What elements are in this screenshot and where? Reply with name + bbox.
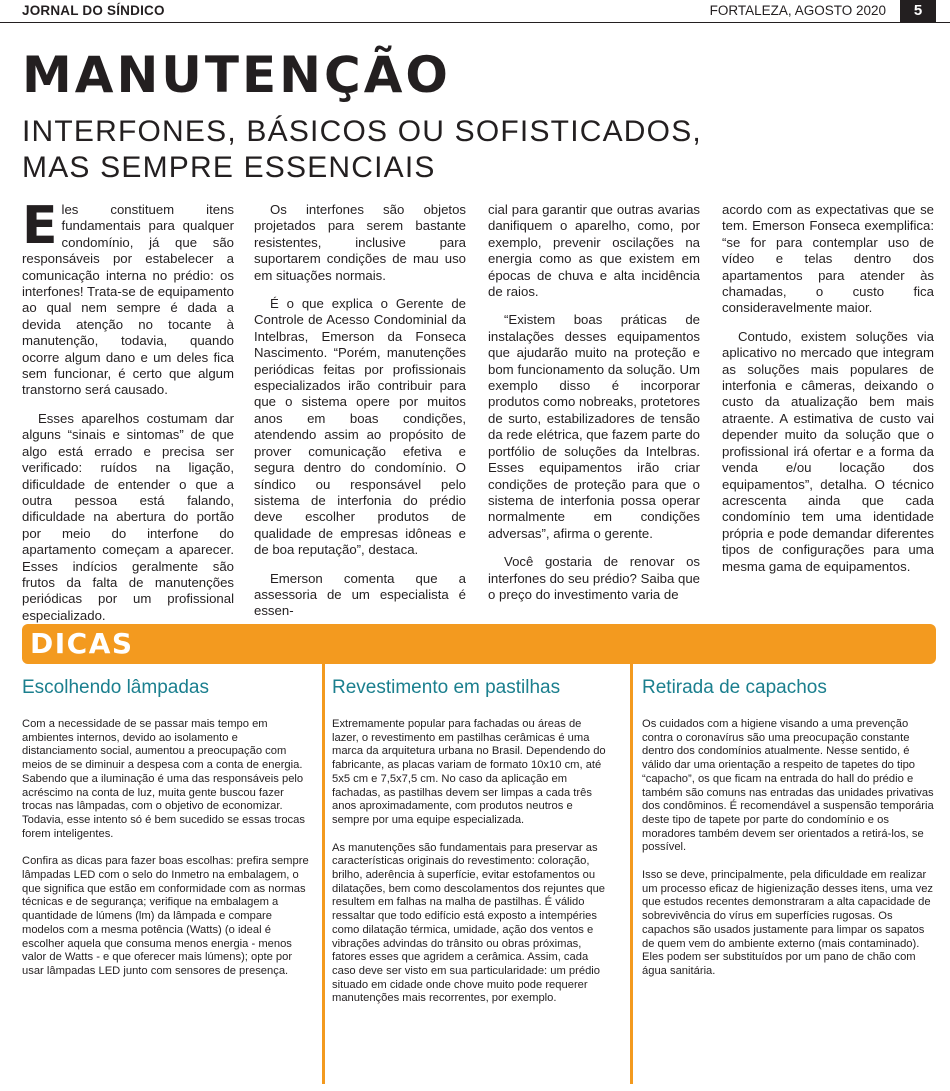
page-header xyxy=(0,0,950,23)
article-paragraph: Eles constituem itens fundamentais para qualquer condomínio, já que são responsáveis por estabelecer a comunicação interna no prédio: os interfones! Trata-se de equipamento ao qual nem sempre é dada a devida atenção no tocante à manutenção, todavia, quando ocorre algum dano e um deles fica sem funcionar, é certo que algum transtorno será causado. xyxy=(22,196,234,398)
article-paragraph: “Existem boas práticas de instalações desses equipamentos que ajudarão muito na proteção e bom funcionamento da solução. Um exemplo disso é incorporar produtos como nobreaks, protetores de surto, estabilizadores de tensão da rede elétrica, que fazem parte do portfólio de soluções da Intelbras. Esses equipamentos irão criar condições de proteção para que o sistema de interfonia possa operar normalmente em condições adversas”, afirma o gerente. xyxy=(488,312,700,541)
article-column-2 xyxy=(254,202,466,632)
column-divider xyxy=(630,664,633,1084)
tip-paragraph: As manutenções são fundamentais para preservar as características originais do revestimento: coloração, brilho, aderência à superfície, evitar estofamentos ou dilatações, bem como descolamentos dos rejuntes que resultem em falhas na malha de pastilhas. É válido ressaltar que todo edifício está exposto a intempéries como dilatação térmica, umidade, ação dos ventos e vibrações advindas do trânsito ou obras próximas, fatores esses que agridem a cerâmica. Assim, cada caso deve ser visto em sua particularidade: um prédio situado em cidade onde chove muito pode requerer manutenções mais recorrentes, por exemplo. xyxy=(332,841,606,1005)
column-divider xyxy=(322,664,325,1084)
article-headline xyxy=(22,114,702,186)
newspaper-name: JORNAL DO SÍNDICO xyxy=(22,3,165,18)
headline-line-1: INTERFONES, BÁSICOS OU SOFISTICADOS, xyxy=(22,115,702,148)
place-date: FORTALEZA, AGOSTO 2020 xyxy=(709,3,886,18)
tip-paragraph: Com a necessidade de se passar mais tempo em ambientes internos, devido ao isolamento e distanciamento social, aumentou a preocupação com meios de se diminuir a despesa com a conta de energia. Sabendo que a iluminação é uma das responsáveis pelo acréscimo na conta de luz, muita gente buscou fazer trocas nas lâmpadas, com o objetivo de economizar. Todavia, esse intento só é bem sucedido se essas trocas forem inteligentes. xyxy=(22,718,305,840)
tip-paragraph: Isso se deve, principalmente, pela dificuldade em realizar um processo eficaz de higienização desses itens, uma vez que estudos recentes demonstraram a alta capacidade de sobrevivência do vírus em superfícies rugosas. Os capachos são usados justamente para limpar os sapatos de quem vem do ambiente externo (mais contaminado). Eles podem ser substituídos por um pano de chão com água sanitária. xyxy=(642,869,934,977)
tip-paragraph: Confira as dicas para fazer boas escolhas: prefira sempre lâmpadas LED com o selo do Inmetro na embalagem, o que significa que estão em conformidade com as normas técnicas e de segurança; verifique na embalagem a quantidade de lúmens (lm) da lâmpada e compare modelos com a mesma potência (Watts) (o ideal é escolher aquela que consuma menos energia - menos valor de Watts - e que oferecer mais lúmens); opte por usar lâmpadas LED junto com sensores de presença. xyxy=(22,855,309,977)
article-column-4 xyxy=(722,202,934,587)
tip-paragraph: Extremamente popular para fachadas ou áreas de lazer, o revestimento em pastilhas cerâmicas é uma marca da arquitetura urbana no Brasil. Dependendo do fabricante, as placas variam de formato 10x10 cm, até 5x5 cm e 7,5x7,5 cm. No caso da aplicação em fachadas, as pastilhas devem ser limpas a cada três anos aproximadamente, com produtos neutros e sempre por uma equipe especializada. xyxy=(332,718,606,826)
article-paragraph: cial para garantir que outras avarias danifiquem o aparelho, como, por exemplo, prevenir oscilações na energia como as que existem em épocas de chuva e alta incidência de raios. xyxy=(488,202,700,300)
drop-cap: E xyxy=(22,196,58,256)
tip-title: Retirada de capachos xyxy=(642,677,827,698)
article-paragraph: Contudo, existem soluções via aplicativo no mercado que integram as soluções mais populares de interfonia e câmeras, deixando o custo da atualização bem mais atraente. A estimativa de custo vai depender muito da solução que o profissional irá ofertar e a forma da venda e/ou locação dos equipamentos”, detalha. O técnico acrescenta ainda que cada condomínio tem uma identidade própria e pode demandar diferentes tipos de configurações para uma mesma gama de equipamentos. xyxy=(722,328,934,574)
tip-title: Revestimento em pastilhas xyxy=(332,677,561,698)
page-number: 5 xyxy=(900,0,936,22)
article-column-1 xyxy=(22,196,234,636)
article-paragraph: acordo com as expectativas que se tem. Emerson Fonseca exemplifica: “se for para contemplar uso de vídeo e telas dentro dos apartamentos para atender às chamadas, o custo fica consideravelmente maior. xyxy=(722,202,934,316)
tip-lampadas xyxy=(22,676,314,993)
dicas-label: DICAS xyxy=(30,627,134,660)
article-paragraph: Esses aparelhos costumam dar alguns “sinais e sintomas” de que algo está errado e precisa ser verificado: ruídos na ligação, dificuldade de entender o que a outra pessoa está falando, dificuldade na abertura do portão por meio do interfone do apartamento começam a aparecer. Esses indícios geralmente são frutos da falta de manutenções periódicas por um profissional especializado. xyxy=(22,410,234,623)
article-paragraph: Os interfones são objetos projetados para serem bastante resistentes, inclusive para suportarem condições de mau uso em situações normais. xyxy=(254,202,466,283)
headline-line-2: MAS SEMPRE ESSENCIAIS xyxy=(22,151,436,184)
dicas-banner xyxy=(22,624,936,664)
article-paragraph: Emerson comenta que a assessoria de um especialista é essen- xyxy=(254,570,466,619)
article-column-3 xyxy=(488,202,700,615)
section-title: MANUTENÇÃO xyxy=(22,46,451,104)
tip-title: Escolhendo lâmpadas xyxy=(22,677,209,698)
tip-capachos xyxy=(642,676,938,993)
article-paragraph: Você gostaria de renovar os interfones do seu prédio? Saiba que o preço do investimento varia de xyxy=(488,554,700,602)
tip-paragraph: Os cuidados com a higiene visando a uma prevenção contra o coronavírus são uma preocupação constante dentro dos condomínios atualmente. Nesse sentido, é válido dar uma orientação a respeito de tapetes do tipo “capacho”, os que ficam na entrada do hall do prédio e também são comuns nas entradas das unidades privativas dos condôminos. É recomendável a suspensão temporária deste tipo de tapete por parte do condomínio e os moradores também devem ser orientados a retirá-los, se possível. xyxy=(642,718,934,854)
tip-pastilhas xyxy=(332,676,608,1020)
article-paragraph: É o que explica o Gerente de Controle de Acesso Condominial da Intelbras, Emerson da Fonseca Nascimento. “Porém, manutenções periódicas feitas por profissionais especializados irão contribuir para que o sistema opere por muitos anos em boas condições, atendendo assim ao propósito de prover comunicação efetiva e segura dentro do condomínio. O síndico ou responsável pelo sistema de interfonia do prédio deve escolher produtos de qualidade de empresas idôneas e de boa reputação”, destaca. xyxy=(254,296,466,558)
